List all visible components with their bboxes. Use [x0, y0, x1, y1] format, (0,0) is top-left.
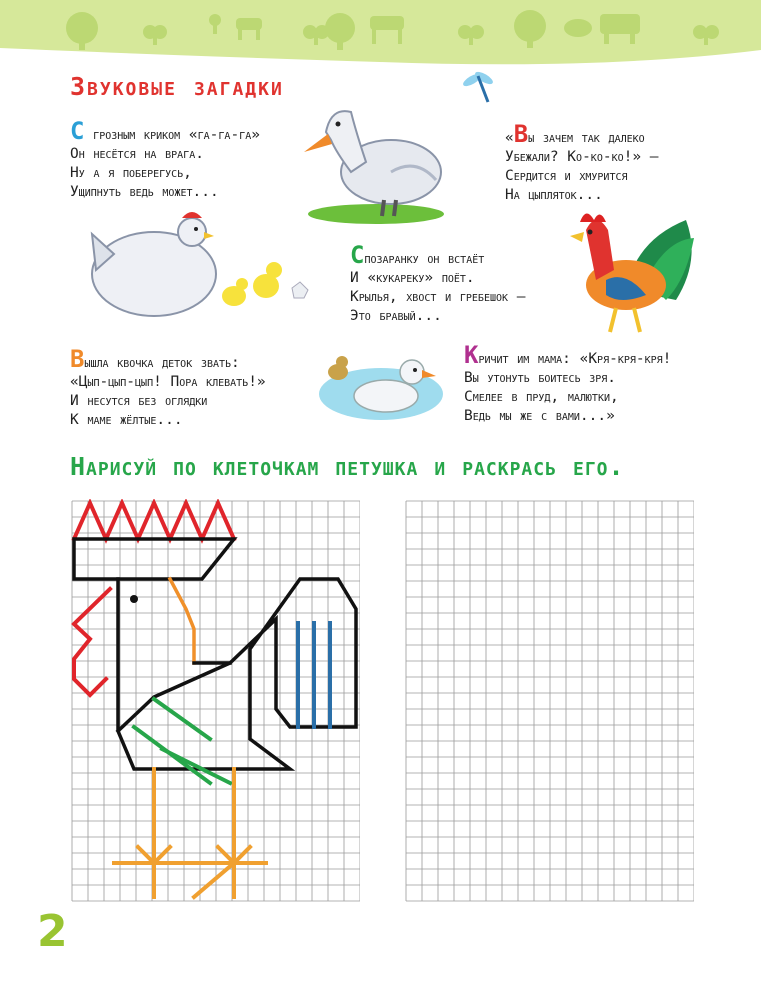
riddle-goose-line-3: Ну а я поберегусь,: [70, 165, 192, 181]
rooster-head: [74, 539, 234, 579]
page-title: Звуковые загадки: [70, 72, 284, 101]
riddle-rooster-line-1: позаранку он встаёт: [364, 251, 485, 267]
rooster-wattle: [74, 589, 110, 695]
riddle-duck-line-3: Смелее в пруд, малютки,: [464, 389, 619, 405]
bird-icon: [564, 19, 592, 37]
riddle-hen: [505, 120, 659, 205]
duck-illustration: [316, 346, 446, 422]
wing-stripe-1: [154, 699, 210, 739]
riddle-chicks-line-1: ышла квочка деток звать:: [84, 355, 240, 371]
riddle-duck-line-1: ричит им мама: «Кря-кря-кря!: [478, 351, 672, 367]
riddle-chicks-initial: В: [70, 345, 85, 373]
empty-drawing-grid: [404, 499, 694, 909]
rooster-beak: [170, 579, 194, 663]
top-banner: [0, 0, 761, 70]
riddle-duck-line-4: Ведь мы же с вами...»: [464, 408, 615, 424]
hen-with-chicks-illustration: [74, 204, 324, 334]
rooster-eye: [130, 595, 138, 603]
riddle-hen-line-2: Убежали? Ко-ко-ко!» —: [505, 149, 659, 165]
rooster-pattern-grid: [70, 499, 360, 909]
rooster-illustration: [566, 200, 706, 340]
riddle-chicks-line-4: К маме жёлтые...: [70, 412, 183, 428]
riddle-chicks: [70, 345, 266, 430]
riddle-rooster-line-2: И «кукареку» поёт.: [350, 270, 475, 286]
riddle-hen-initial: В: [513, 120, 529, 148]
riddle-hen-line-3: Сердится и хмурится: [505, 168, 628, 184]
riddle-chicks-line-3: И несутся без оглядки: [70, 393, 208, 409]
rooster-crown: [74, 503, 234, 539]
riddle-chicks-line-2: «Цып-цып-цып! Пора клевать!»: [70, 374, 266, 390]
riddle-hen-line-1: ы зачем так далеко: [528, 130, 645, 146]
riddle-duck: [464, 341, 672, 426]
page-number: 2: [37, 906, 68, 957]
riddle-duck-initial: К: [464, 341, 479, 369]
riddle-goose-line-2: Он несётся на врага.: [70, 146, 204, 162]
riddle-hen-quote: «: [505, 130, 514, 146]
dragonfly-icon: [458, 66, 498, 106]
riddle-goose: [70, 117, 260, 202]
riddle-rooster-line-4: Это бравый...: [350, 308, 442, 324]
drawing-task: Нарисуй по клеточкам петушка и раскрась его.: [70, 452, 625, 481]
riddle-duck-line-2: Вы утонуть боитесь зря.: [464, 370, 617, 386]
riddle-goose-line-1: грозным криком «га-га-га»: [84, 127, 260, 143]
riddle-hen-line-4: На цыпляток...: [505, 187, 603, 203]
riddle-rooster: [350, 241, 526, 326]
riddle-rooster-initial: С: [350, 241, 365, 269]
wing-stripe-3: [162, 749, 230, 783]
riddle-goose-initial: С: [70, 117, 85, 145]
grid-lines: [406, 501, 694, 901]
riddle-goose-line-4: Ущипнуть ведь может...: [70, 184, 219, 200]
riddle-rooster-line-3: Крылья, хвост и гребешок —: [350, 289, 526, 305]
